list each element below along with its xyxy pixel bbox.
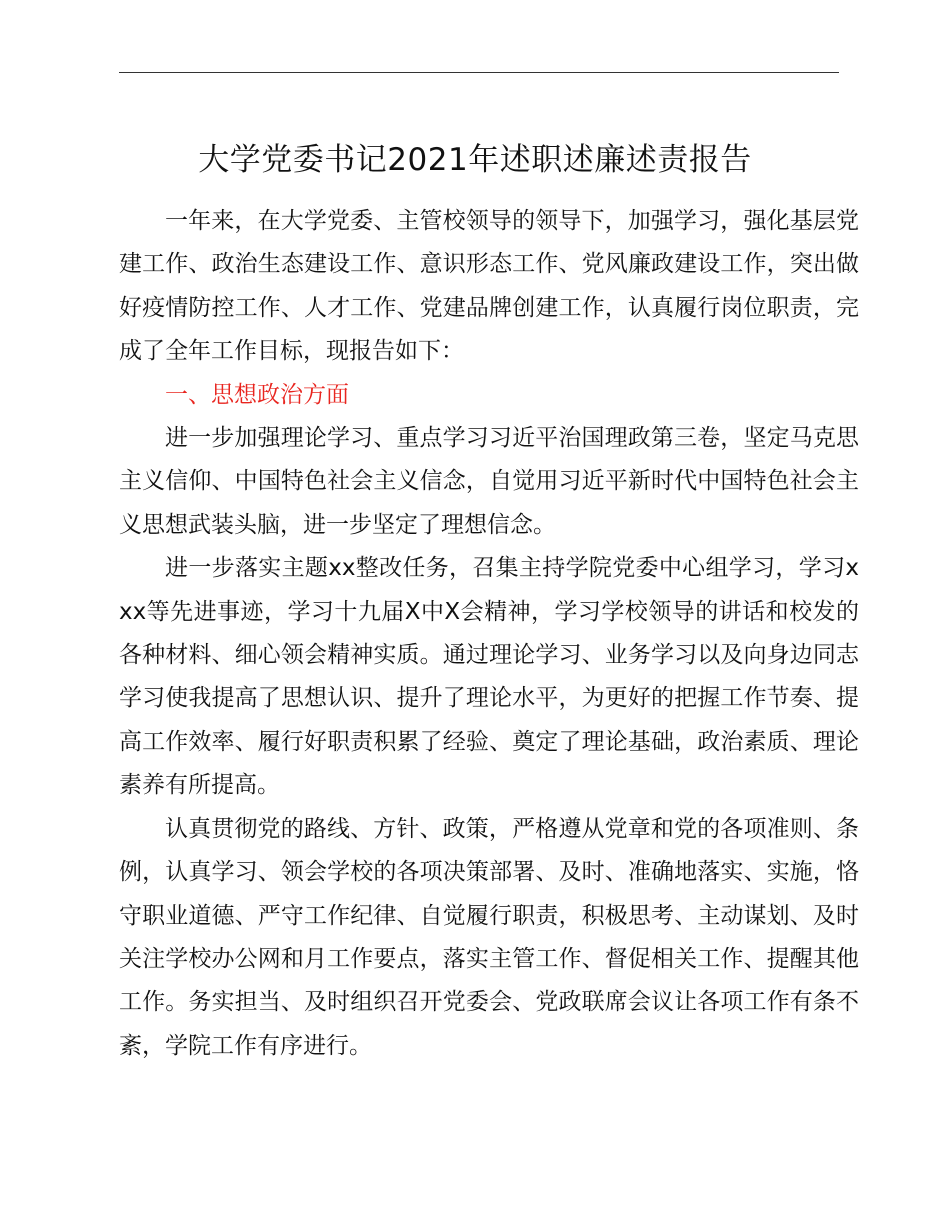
- document-title: 大学党委书记2021年述职述廉述责报告: [198, 142, 752, 178]
- document-body: [119, 200, 859, 1068]
- body-paragraph: 进一步落实主题xx整改任务，召集主持学院党委中心组学习，学习xxx等先进事迹，学习十九届X中X会精神，学习学校领导的讲话和校发的各种材料、细心领会精神实质。通过理论学习、业务学习以及向身边同志学习使我提高了思想认识、提升了理论水平，为更好的把握工作节奏、提高工作效率、履行好职责积累了经验、奠定了理论基础，政治素质、理论素养有所提高。: [119, 555, 859, 799]
- section-heading-ideology: 一、思想政治方面: [165, 381, 349, 408]
- header-rule: [119, 72, 839, 73]
- body-paragraph: 进一步加强理论学习、重点学习习近平治国理政第三卷，坚定马克思主义信仰、中国特色社会主义信念，自觉用习近平新时代中国特色社会主义思想武装头脑，进一步坚定了理想信念。: [119, 425, 859, 538]
- intro-paragraph: 一年来，在大学党委、主管校领导的领导下，加强学习，强化基层党建工作、政治生态建设工作、意识形态工作、党风廉政建设工作，突出做好疫情防控工作、人才工作、党建品牌创建工作，认真履行岗位职责，完成了全年工作目标，现报告如下：: [119, 208, 859, 365]
- body-paragraph: 认真贯彻党的路线、方针、政策，严格遵从党章和党的各项准则、条例，认真学习、领会学校的各项决策部署、及时、准确地落实、实施，恪守职业道德、严守工作纪律、自觉履行职责，积极思考、主动谋划、及时关注学校办公网和月工作要点，落实主管工作、督促相关工作、提醒其他工作。务实担当、及时组织召开党委会、党政联席会议让各项工作有条不紊，学院工作有序进行。: [119, 815, 859, 1059]
